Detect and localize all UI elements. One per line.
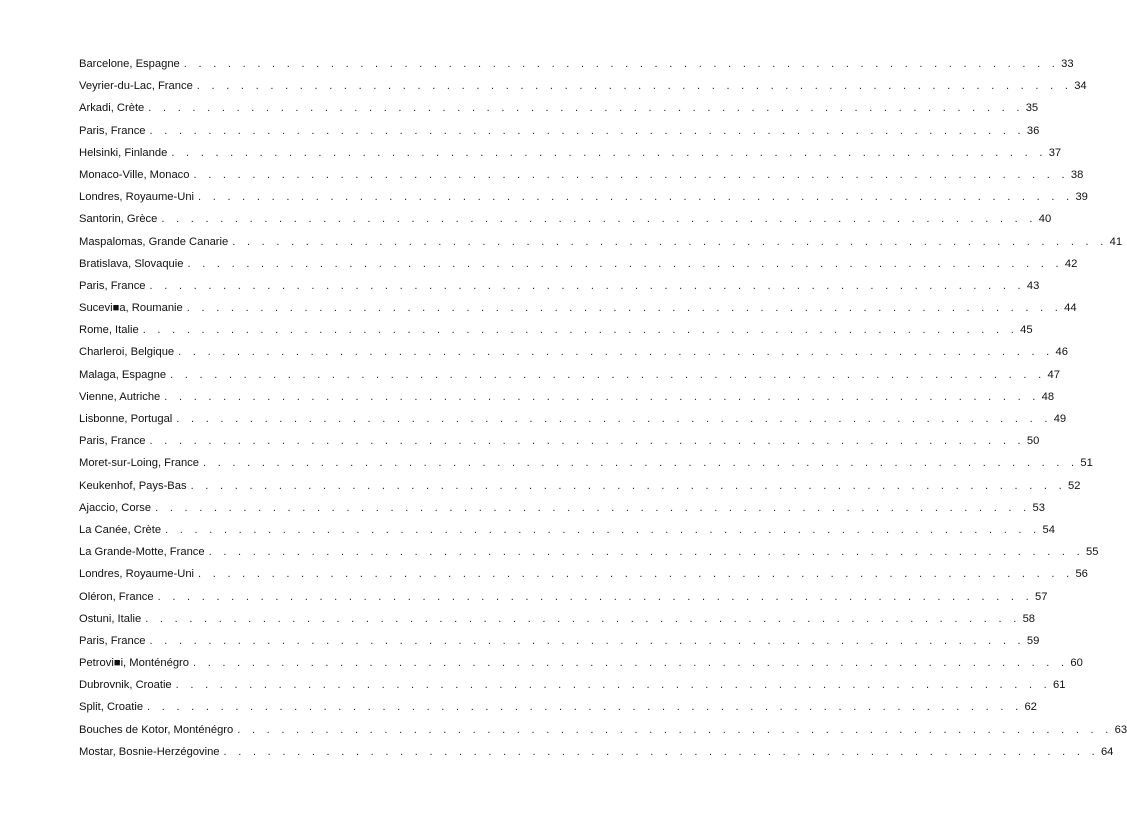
toc-entry bbox=[79, 652, 1083, 674]
toc-entry-page-number: 48 bbox=[1041, 390, 1055, 403]
dot-leader: . . . . . . . . . . . . . . . . . . . . . . . . . . . . . . . . . . . . . . . . . . . . . . . . . . . . . . . . . . . . bbox=[149, 634, 1025, 647]
toc-entry-page-number: 53 bbox=[1032, 501, 1045, 514]
toc-entry-page-number: 51 bbox=[1080, 457, 1093, 470]
toc-entry-page-number: 37 bbox=[1048, 146, 1062, 159]
dot-leader: . . . . . . . . . . . . . . . . . . . . . . . . . . . . . . . . . . . . . . . . . . . . . . . . . . . . . . . . . . . . bbox=[193, 168, 1069, 181]
toc-entry bbox=[79, 275, 1040, 297]
dot-leader: . . . . . . . . . . . . . . . . . . . . . . . . . . . . . . . . . . . . . . . . . . . . . . . . . . . . . . . . . . . . bbox=[157, 590, 1034, 603]
dot-leader: . . . . . . . . . . . . . . . . . . . . . . . . . . . . . . . . . . . . . . . . . . . . . . . . . . . . . . . . . . . . bbox=[183, 58, 1060, 70]
toc-entry-label: La Canée, Crète bbox=[79, 519, 165, 541]
toc-entry bbox=[79, 452, 1093, 474]
toc-entry bbox=[79, 164, 1084, 186]
toc-entry-label: Rome, Italie bbox=[79, 319, 143, 341]
toc-entry-label: Londres, Royaume-Uni bbox=[79, 186, 198, 208]
toc-entry-label: Keukenhof, Pays-Bas bbox=[79, 475, 191, 497]
toc-entry bbox=[79, 97, 1039, 119]
toc-entry-page-number: 46 bbox=[1055, 346, 1068, 359]
toc-entry bbox=[79, 674, 1066, 696]
dot-leader: . . . . . . . . . . . . . . . . . . . . . . . . . . . . . . . . . . . . . . . . . . . . . . . . . . . . . . . . . . . . bbox=[171, 146, 1047, 159]
toc-entry-page-number: 61 bbox=[1053, 679, 1066, 692]
toc-entry bbox=[79, 75, 1087, 97]
toc-entry bbox=[79, 297, 1077, 319]
toc-entry-label: Helsinki, Finlande bbox=[79, 142, 171, 164]
toc-entry-page-number: 59 bbox=[1026, 634, 1040, 647]
toc-entry-label: Veyrier-du-Lac, France bbox=[79, 75, 197, 97]
dot-leader: . . . . . . . . . . . . . . . . . . . . . . . . . . . . . . . . . . . . . . . . . . . . . . . . . . . . . . . . . . . . bbox=[149, 124, 1025, 137]
toc-entry-page-number: 41 bbox=[1109, 235, 1123, 248]
dot-leader: . . . . . . . . . . . . . . . . . . . . . . . . . . . . . . . . . . . . . . . . . . . . . . . . . . . . . . . . . . . . bbox=[149, 279, 1025, 292]
toc-entry-label: Bratislava, Slovaquie bbox=[79, 253, 187, 275]
toc-entry-label: Charleroi, Belgique bbox=[79, 341, 178, 363]
toc-entry-label: Ajaccio, Corse bbox=[79, 497, 155, 519]
toc-entry-page-number: 50 bbox=[1026, 435, 1040, 448]
dot-leader: . . . . . . . . . . . . . . . . . . . . . . . . . . . . . . . . . . . . . . . . . . . . . . . . . . . . . . . . . . . . bbox=[198, 568, 1074, 581]
toc-entry-page-number: 52 bbox=[1067, 479, 1081, 492]
toc-entry-page-number: 54 bbox=[1042, 523, 1055, 536]
dot-leader: . . . . . . . . . . . . . . . . . . . . . . . . . . . . . . . . . . . . . . . . . . . . . . . . . . . . . . . . . . . . bbox=[178, 346, 1054, 359]
dot-leader: . . . . . . . . . . . . . . . . . . . . . . . . . . . . . . . . . . . . . . . . . . . . . . . . . . . . . . . . . . . . bbox=[149, 435, 1025, 448]
toc-entry bbox=[79, 364, 1060, 386]
toc-entry bbox=[79, 319, 1033, 341]
toc-entry-label: Mostar, Bosnie-Herzégovine bbox=[79, 741, 224, 763]
dot-leader: . . . . . . . . . . . . . . . . . . . . . . . . . . . . . . . . . . . . . . . . . . . . . . . . . . . . . . . . . . . . bbox=[196, 80, 1073, 93]
toc-entry-label: La Grande-Motte, France bbox=[79, 541, 209, 563]
toc-entry bbox=[79, 142, 1062, 164]
toc-entry-page-number: 47 bbox=[1047, 368, 1060, 381]
toc-entry-page-number: 35 bbox=[1025, 102, 1039, 115]
toc-entry-page-number: 57 bbox=[1035, 590, 1048, 603]
toc-entry-label: Oléron, France bbox=[79, 586, 158, 608]
toc-entry-label: Vienne, Autriche bbox=[79, 386, 164, 408]
toc-entry-label: Bouches de Kotor, Monténégro bbox=[79, 719, 237, 741]
toc-entry-page-number: 43 bbox=[1026, 279, 1040, 292]
toc-entry bbox=[79, 430, 1040, 452]
dot-leader: . . . . . . . . . . . . . . . . . . . . . . . . . . . . . . . . . . . . . . . . . . . . . . . . . . . . . . . . . . . . bbox=[203, 457, 1079, 470]
toc-entry-label: Santorin, Grèce bbox=[79, 208, 161, 230]
toc-entry-page-number: 49 bbox=[1053, 413, 1067, 425]
toc-entry-page-number: 63 bbox=[1114, 723, 1127, 736]
toc-entry-page-number: 55 bbox=[1086, 546, 1099, 559]
toc-entry bbox=[79, 696, 1037, 718]
toc-entry-page-number: 38 bbox=[1070, 168, 1084, 181]
toc-entry-label: Moret-sur-Loing, France bbox=[79, 452, 203, 474]
toc-entry-label: Sucevi■a, Roumanie bbox=[79, 297, 187, 319]
toc-entry-page-number: 44 bbox=[1064, 302, 1077, 315]
toc-entry-label: Arkadi, Crète bbox=[79, 97, 148, 119]
toc-entry-page-number: 60 bbox=[1070, 657, 1083, 670]
toc-entry-label: Monaco-Ville, Monaco bbox=[79, 164, 193, 186]
toc-entry-label: Paris, France bbox=[79, 630, 150, 652]
toc-entry bbox=[79, 386, 1055, 408]
dot-leader: . . . . . . . . . . . . . . . . . . . . . . . . . . . . . . . . . . . . . . . . . . . . . . . . . . . . . . . . . . . . bbox=[187, 257, 1063, 270]
toc-entry bbox=[79, 120, 1040, 142]
toc-entry-label: Split, Croatie bbox=[79, 696, 147, 718]
dot-leader: . . . . . . . . . . . . . . . . . . . . . . . . . . . . . . . . . . . . . . . . . . . . . . . . . . . . . . . . . . . . bbox=[147, 701, 1023, 714]
dot-leader: . . . . . . . . . . . . . . . . . . . . . . . . . . . . . . . . . . . . . . . . . . . . . . . . . . . . . . . . . . . . bbox=[161, 213, 1037, 226]
toc-entry-label: Paris, France bbox=[79, 120, 150, 142]
dot-leader: . . . . . . . . . . . . . . . . . . . . . . . . . . . . . . . . . . . . . . . . . . . . . . . . . . . . . . . . . . . . bbox=[232, 235, 1108, 248]
dot-leader: . . . . . . . . . . . . . . . . . . . . . . . . . . . . . . . . . . . . . . . . . . . . . . . . . . . . . . . . . . . . bbox=[175, 679, 1052, 692]
toc-entry bbox=[79, 586, 1048, 608]
dot-leader: . . . . . . . . . . . . . . . . . . . . . . . . . . . . . . . . . . . . . . . . . . . . . . . . . . . . . . . . . . . . bbox=[190, 479, 1066, 492]
toc-entry bbox=[79, 186, 1088, 208]
toc-entry-page-number: 64 bbox=[1100, 745, 1114, 758]
toc-entry-label: Lisbonne, Portugal bbox=[79, 408, 176, 430]
toc-entry-label: Dubrovnik, Croatie bbox=[79, 674, 176, 696]
toc-entry-page-number: 58 bbox=[1022, 612, 1036, 625]
toc-entry bbox=[79, 253, 1078, 275]
toc-entry-label: Paris, France bbox=[79, 430, 150, 452]
toc-entry-page-number: 40 bbox=[1038, 213, 1052, 226]
toc-entry-label: Ostuni, Italie bbox=[79, 608, 145, 630]
toc-entry-label: Paris, France bbox=[79, 275, 150, 297]
dot-leader: . . . . . . . . . . . . . . . . . . . . . . . . . . . . . . . . . . . . . . . . . . . . . . . . . . . . . . . . . . . . bbox=[164, 390, 1040, 403]
toc-entry-label: Londres, Royaume-Uni bbox=[79, 563, 198, 585]
dot-leader: . . . . . . . . . . . . . . . . . . . . . . . . . . . . . . . . . . . . . . . . . . . . . . . . . . . . . . . . . . . . bbox=[148, 102, 1024, 115]
toc-entry bbox=[79, 53, 1074, 75]
toc-entry bbox=[79, 341, 1068, 363]
toc-entry-label: Barcelone, Espagne bbox=[79, 53, 184, 75]
toc-entry-page-number: 56 bbox=[1075, 568, 1088, 581]
toc-entry bbox=[79, 608, 1036, 630]
dot-leader: . . . . . . . . . . . . . . . . . . . . . . . . . . . . . . . . . . . . . . . . . . . . . . . . . . . . . . . . . . . . bbox=[223, 745, 1099, 758]
dot-leader: . . . . . . . . . . . . . . . . . . . . . . . . . . . . . . . . . . . . . . . . . . . . . . . . . . . . . . . . . . . . bbox=[155, 501, 1031, 514]
toc-entry bbox=[79, 630, 1040, 652]
toc-entry-page-number: 34 bbox=[1074, 80, 1087, 93]
toc-entry-page-number: 39 bbox=[1075, 191, 1088, 204]
toc-entry-page-number: 42 bbox=[1064, 257, 1078, 270]
dot-leader: . . . . . . . . . . . . . . . . . . . . . . . . . . . . . . . . . . . . . . . . . . . . . . . . . . . . . . . . . . . . bbox=[145, 612, 1021, 625]
toc-entry-page-number: 45 bbox=[1020, 324, 1033, 337]
dot-leader: . . . . . . . . . . . . . . . . . . . . . . . . . . . . . . . . . . . . . . . . . . . . . . . . . . . . . . . . . . . . bbox=[237, 723, 1113, 736]
toc-entry bbox=[79, 719, 1127, 741]
dot-leader: . . . . . . . . . . . . . . . . . . . . . . . . . . . . . . . . . . . . . . . . . . . . . . . . . . . . . . . . . . . . bbox=[176, 413, 1052, 425]
toc-entry bbox=[79, 475, 1081, 497]
dot-leader: . . . . . . . . . . . . . . . . . . . . . . . . . . . . . . . . . . . . . . . . . . . . . . . . . . . . . . . . . . . . bbox=[208, 546, 1084, 559]
toc-entry bbox=[79, 231, 1123, 253]
toc-entry bbox=[79, 563, 1088, 585]
toc-entry-label: Petrovi■i, Monténégro bbox=[79, 652, 193, 674]
dot-leader: . . . . . . . . . . . . . . . . . . . . . . . . . . . . . . . . . . . . . . . . . . . . . . . . . . . . . . . . . . . . bbox=[170, 368, 1046, 381]
dot-leader: . . . . . . . . . . . . . . . . . . . . . . . . . . . . . . . . . . . . . . . . . . . . . . . . . . . . . . . . . . . . bbox=[193, 657, 1069, 670]
toc-entry bbox=[79, 408, 1067, 430]
dot-leader: . . . . . . . . . . . . . . . . . . . . . . . . . . . . . . . . . . . . . . . . . . . . . . . . . . . . . . . . . . . . bbox=[142, 324, 1019, 337]
dot-leader: . . . . . . . . . . . . . . . . . . . . . . . . . . . . . . . . . . . . . . . . . . . . . . . . . . . . . . . . . . . . bbox=[186, 302, 1063, 315]
toc-entry bbox=[79, 541, 1099, 563]
toc-entry bbox=[79, 741, 1114, 763]
toc-entry-label: Maspalomas, Grande Canarie bbox=[79, 231, 232, 253]
toc-entry bbox=[79, 497, 1045, 519]
toc-entry-page-number: 36 bbox=[1026, 124, 1040, 137]
toc-entry-label: Malaga, Espagne bbox=[79, 364, 170, 386]
dot-leader: . . . . . . . . . . . . . . . . . . . . . . . . . . . . . . . . . . . . . . . . . . . . . . . . . . . . . . . . . . . . bbox=[198, 191, 1074, 204]
toc-entry-page-number: 62 bbox=[1024, 701, 1037, 714]
toc-entry-page-number: 33 bbox=[1061, 58, 1074, 70]
toc-entry bbox=[79, 519, 1055, 541]
dot-leader: . . . . . . . . . . . . . . . . . . . . . . . . . . . . . . . . . . . . . . . . . . . . . . . . . . . . . . . . . . . . bbox=[165, 523, 1041, 536]
table-of-contents bbox=[79, 53, 1127, 763]
toc-entry bbox=[79, 208, 1052, 230]
